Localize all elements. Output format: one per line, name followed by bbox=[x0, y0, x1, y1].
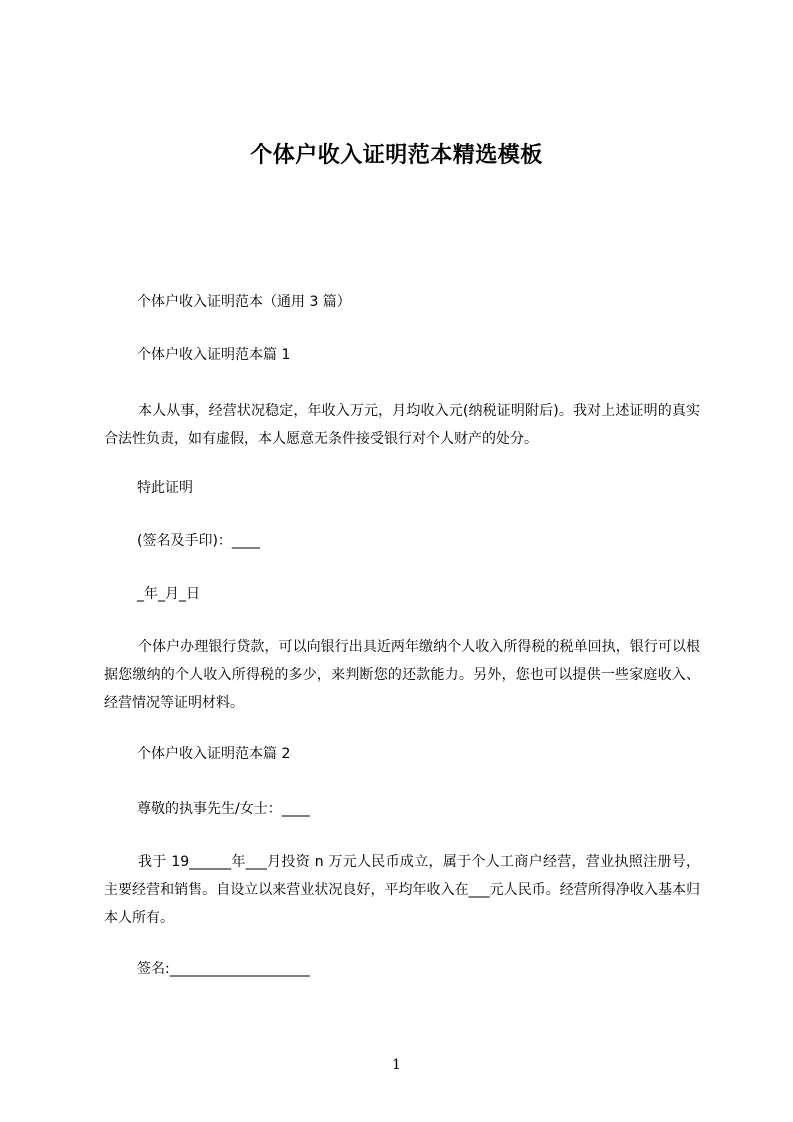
paragraph-loan-advice: 个体户办理银行贷款，可以向银行出具近两年缴纳个人收入所得税的税单回执，银行可以根据您缴纳的个人收入所得税的多少，来判断您的还款能力。另外，您也可以提供一些家庭收入、经营情况等证明材料。 bbox=[104, 639, 700, 711]
date-line: _年_月_日 bbox=[137, 586, 200, 602]
page-number: 1 bbox=[392, 1057, 401, 1073]
paragraph-business-statement: 我于 19______年___月投资 n 万元人民币成立，属于个人工商户经营，营业执照注册号，主要经营和销售。自设立以来营业状况良好，平均年收入在___元人民币。经营所得净收入基本归本人所有。 bbox=[104, 854, 700, 926]
certify-line: 特此证明 bbox=[137, 480, 193, 496]
subtitle-general: 个体户收入证明范本（通用 3 篇） bbox=[137, 294, 351, 310]
section-heading-2: 个体户收入证明范本篇 2 bbox=[137, 746, 291, 762]
salutation-line: 尊敬的执事先生/女士：____ bbox=[137, 801, 310, 817]
section-heading-1: 个体户收入证明范本篇 1 bbox=[137, 347, 291, 363]
paragraph-income-statement: 本人从事，经营状况稳定，年收入万元，月均收入元(纳税证明附后)。我对上述证明的真实合法性负责，如有虚假，本人愿意无条件接受银行对个人财产的处分。 bbox=[104, 403, 700, 447]
signature-line-1: (签名及手印)：____ bbox=[137, 533, 260, 549]
signature-line-2: 签名:____________________ bbox=[137, 961, 310, 977]
document-title: 个体户收入证明范本精选模板 bbox=[250, 143, 543, 168]
